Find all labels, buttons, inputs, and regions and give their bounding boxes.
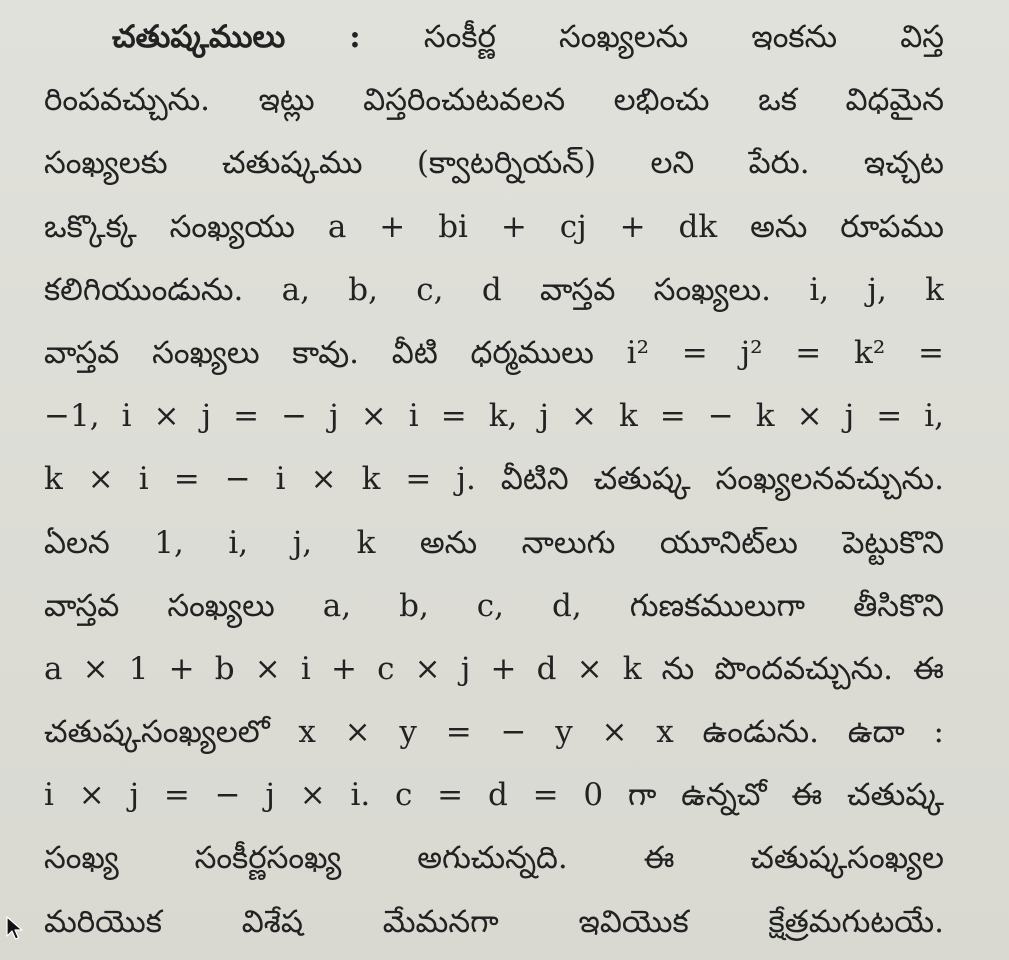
text-line-4: ఒక్కొక్క సంఖ్యయు a + bi + cj + dk అను రూపము xyxy=(44,208,944,245)
text-line-13: i × j = − j × i. c = d = 0 గా ఉన్నచో ఈ చతుష్క xyxy=(44,777,944,814)
text-line-10: వాస్తవ సంఖ్యలు a, b, c, d, గుణకములుగా తీసికొని xyxy=(44,587,944,624)
text-line-2: రింపవచ్చును. ఇట్లు విస్తరించుటవలన లభించు ఒక విధమైన xyxy=(44,82,944,119)
text-line-5: కలిగియుండును. a, b, c, d వాస్తవ సంఖ్యలు. i, j, k xyxy=(44,271,944,308)
text-line-7: −1, i × j = − j × i = k, j × k = − k × j = i, xyxy=(44,398,944,435)
text-line-6: వాస్తవ సంఖ్యలు కావు. వీటి ధర్మములు i² = j² = k² = xyxy=(44,334,944,371)
section-heading: చతుష్కములు : xyxy=(112,19,361,55)
text-line-12: చతుష్కసంఖ్యలలో x × y = − y × x ఉండును. ఉదా : xyxy=(44,714,944,751)
text-line-15: మరియొక విశేష మేమనగా ఇవియొక క్షేత్రమగుటయే. xyxy=(44,903,944,940)
paragraph xyxy=(44,6,944,954)
text-line-11: a × 1 + b × i + c × j + d × k ను పొందవచ్చును. ఈ xyxy=(44,650,944,687)
text-line-8: k × i = − i × k = j. వీటిని చతుష్క సంఖ్యలనవచ్చును. xyxy=(44,461,944,498)
mouse-pointer-icon xyxy=(6,916,24,942)
text-line-9: ఏలన 1, i, j, k అను నాలుగు యూనిట్‌లు పెట్టుకొని xyxy=(44,524,944,561)
text-line-1 xyxy=(44,6,944,69)
text-line-14: సంఖ్య సంకీర్ణసంఖ్య అగుచున్నది. ఈ చతుష్కసంఖ్యల xyxy=(44,840,944,877)
text-line-3: సంఖ్యలకు చతుష్కము (క్వాటర్నియన్) లని పేరు. ఇచ్చట xyxy=(44,145,944,182)
text-line-1-body: సంకీర్ణ సంఖ్యలను ఇంకను విస్త xyxy=(423,19,944,55)
